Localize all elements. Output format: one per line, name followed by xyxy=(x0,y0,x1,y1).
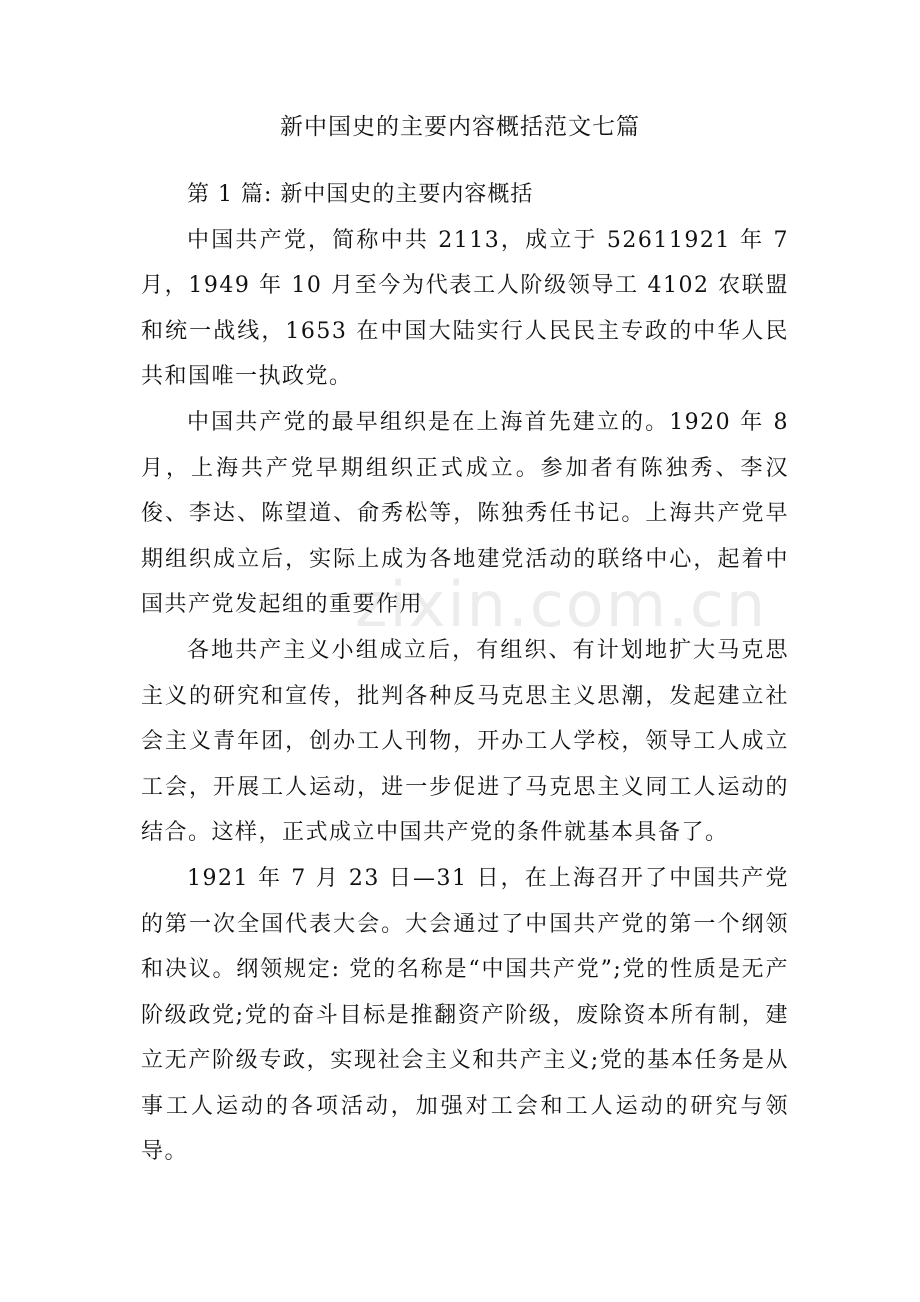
paragraph-3: 各地共产主义小组成立后，有组织、有计划地扩大马克思主义的研究和宣传，批判各种反马克思主义思潮，发起建立社会主义青年团，创办工人刊物，开办工人学校，领导工人成立工会，开展工人运动，进一步促进了马克思主义同工人运动的结合。这样，正式成立中国共产党的条件就基本具备了。 xyxy=(141,637,789,846)
document-title: 新中国史的主要内容概括范文七篇 xyxy=(280,114,640,140)
paragraph-1: 中国共产党，简称中共 2113，成立于 52611921 年 7 月，1949 年 10 月至今为代表工人阶级领导工 4102 农联盟和统一战线，1653 在中国大陆实行人民民主专政的中华人民共和国唯一执政党。 xyxy=(141,227,789,390)
document-body xyxy=(141,172,789,1175)
site-watermark: zixin.com.cn xyxy=(355,568,768,641)
section-heading: 第 1 篇: 新中国史的主要内容概括 xyxy=(187,182,534,207)
paragraph-4: 1921 年 7 月 23 日—31 日，在上海召开了中国共产党的第一次全国代表大会。大会通过了中国共产党的第一个纲领和决议。纲领规定: 党的名称是“中国共产党”;党的性质是无产阶级政党;党的奋斗目标是推翻资产阶级，废除资本所有制，建立无产阶级专政，实现社会主义和共产主义;党的基本任务是从事工人运动的各项活动，加强对工会和工人运动的研究与领导。 xyxy=(141,865,789,1165)
paragraph-2: 中国共产党的最早组织是在上海首先建立的。1920 年 8 月，上海共产党早期组织正式成立。参加者有陈独秀、李汉俊、李达、陈望道、俞秀松等，陈独秀任书记。上海共产党早期组织成立后，实际上成为各地建党活动的联络中心，起着中国共产党发起组的重要作用 xyxy=(141,409,789,618)
